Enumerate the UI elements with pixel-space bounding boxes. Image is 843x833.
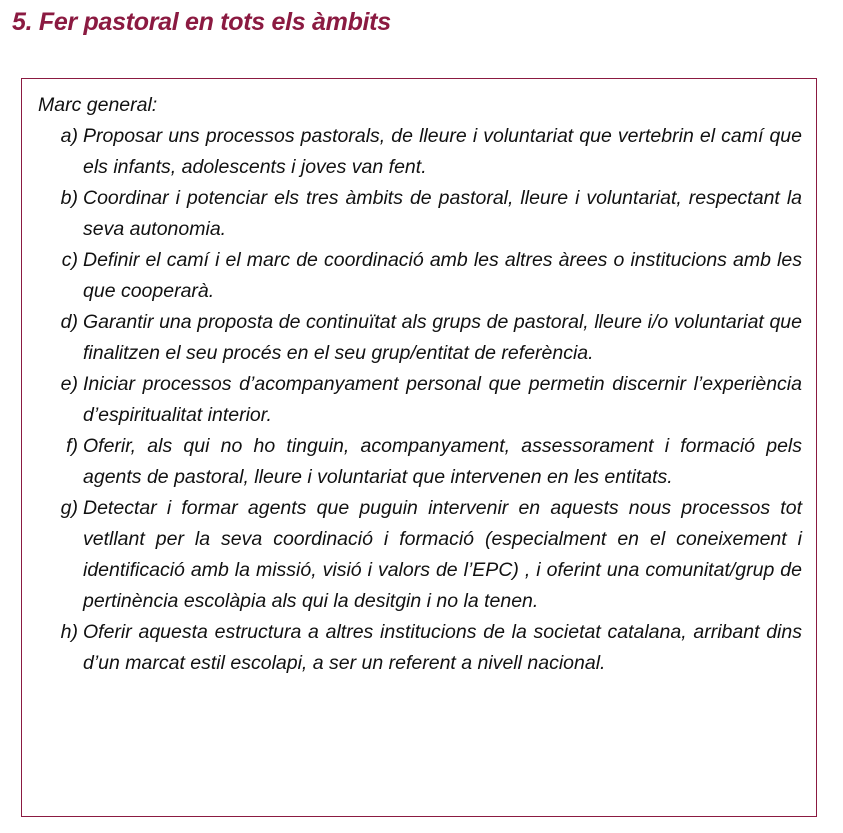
list-marker: a) xyxy=(60,125,78,147)
list-item-d xyxy=(36,307,802,369)
list-item-text: Garantir una proposta de continuïtat als grups de pastoral, lleure i/o voluntariat que finalitzen el seu procés en el seu grup/entitat de referència. xyxy=(83,311,802,364)
list-item-text: Oferir aquesta estructura a altres institucions de la societat catalana, arribant dins d’un marcat estil escolapi, a ser un referent a nivell nacional. xyxy=(83,621,802,674)
list-marker: b) xyxy=(60,187,78,209)
list-item-text: Iniciar processos d’acompanyament personal que permetin discernir l’experiència d’espiritualitat interior. xyxy=(83,373,802,426)
list-item-f xyxy=(36,431,802,493)
list-marker: c) xyxy=(61,249,78,271)
list-item-text: Oferir, als qui no ho tinguin, acompanyament, assessorament i formació pels agents de pastoral, lleure i voluntariat que intervenen en les entitats. xyxy=(83,435,802,488)
list-marker: e) xyxy=(60,373,78,395)
list-marker: f) xyxy=(66,435,78,457)
list-marker: d) xyxy=(60,311,78,333)
list-item-text: Coordinar i potenciar els tres àmbits de pastoral, lleure i voluntariat, respectant la seva autonomia. xyxy=(83,187,802,240)
list-item-text: Definir el camí i el marc de coordinació amb les altres àrees o institucions amb les que cooperarà. xyxy=(83,249,802,302)
list-item-a xyxy=(36,121,802,183)
list-marker: h) xyxy=(60,621,78,643)
objectives-list xyxy=(36,121,802,679)
framework-box xyxy=(21,78,817,817)
list-item-b xyxy=(36,183,802,245)
list-item-c xyxy=(36,245,802,307)
section-heading: 5. Fer pastoral en tots els àmbits xyxy=(12,8,391,36)
list-item-e xyxy=(36,369,802,431)
list-item-text: Detectar i formar agents que puguin intervenir en aquests nous processos tot vetllant per la seva coordinació i formació (especialment en el coneixement i identificació amb la missió, visió i valors de l’EPC) , i oferint una comunitat/grup de pertinència escolàpia als qui la desitgin i no la tenen. xyxy=(83,497,802,612)
list-item-text: Proposar uns processos pastorals, de lleure i voluntariat que vertebrin el camí que els infants, adolescents i joves van fent. xyxy=(83,125,802,178)
list-item-h xyxy=(36,617,802,679)
box-intro: Marc general: xyxy=(38,94,158,116)
list-marker: g) xyxy=(60,497,78,519)
list-item-g xyxy=(36,493,802,617)
